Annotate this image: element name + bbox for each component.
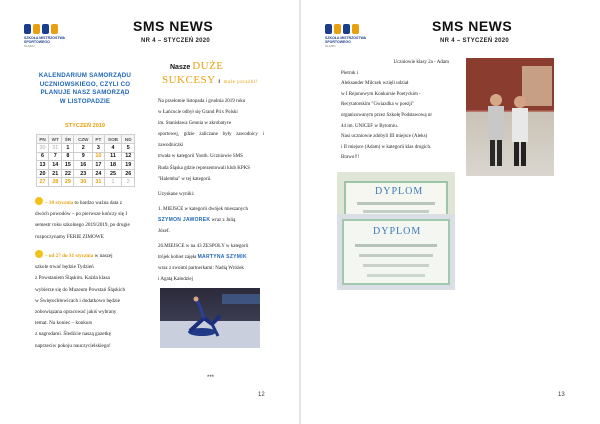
school-logo [325,24,373,54]
calendar-day: 6 [37,152,49,161]
article-separator: *** [207,375,215,381]
calendar-day: 15 [62,161,74,170]
right-page [301,0,600,424]
students-figure [466,58,554,176]
calendar-day: 26 [122,169,135,178]
school-logo [24,24,72,54]
logo-subtext: ŚLĄSKI [325,44,336,48]
calendar-day-header: CZW [74,135,93,144]
calendar-day: 20 [37,169,49,178]
calendar-week [37,144,135,153]
calendar-day: 3 [93,144,104,153]
calendar-week [37,178,135,187]
calendar-week [37,152,135,161]
calendar-table [36,134,135,187]
calendar-day: 21 [49,169,62,178]
newsletter-title: SMS NEWS [133,18,214,34]
calendar-day: 24 [93,169,104,178]
calendar-day: 25 [104,169,122,178]
issue-label: NR 4 – STYCZEŃ 2020 [141,38,211,44]
calendar-day: 18 [104,161,122,170]
calendar-day: 7 [49,152,62,161]
calendar-day: 17 [93,161,104,170]
newsletter-title: SMS NEWS [432,18,513,34]
calendar-day: 23 [74,169,93,178]
issue-label: NR 4 – STYCZEŃ 2020 [440,38,510,44]
logo-text: SZKOŁA MISTRZOSTWA SPORTOWEGO [325,36,366,44]
article-title-line-1: Nasze DUŻE [170,60,224,72]
calendar-day: 16 [74,161,93,170]
calendar-title: STYCZEŃ 2019 [64,123,106,129]
calendar-week [37,169,135,178]
calendar-day: 13 [37,161,49,170]
calendar-day-highlight: 10 [93,152,104,161]
calendar-item-2: – od 27 do 31 stycznia w naszej szkole trwać będzie Tydzień z Powstaniem Śląskim. Każda klasa wybierze się do Muzeum Powstań Śląskich w Świętochłowicach i dodatkowo będzie zobowiązana opracować jakiś wybrany temat. Na koniec – konkurs z nagrodami. Śledźcie naszą gazetkę naprzeciw pokoju nauczycielskiego! [35,250,143,352]
page-number: 12 [258,392,265,398]
article-body: Na przełomie listopada i grudnia 2019 roku w Łańcucie odbył się Grand Prix Polski im. Stanisława Gennia w akrobatyce sportowej, gdzie zaliczane były zawodnicy i zawodniczki trwała w kategorii Youth. Uczniowie SMS Ruda Śląska gdzie reprezentowali klub KPKS "Halemba" w tej kategorii. Uzyskane wyniki: 1. MIEJSCE w kategorii dwójek mieszanych SZYMON JAWOREK wraz z Julią Józef. 26.MIEJSCE w na 43 ZESPOŁY w kategorii trójek kobiet zajęła MARTYNA SZYMIK wraz z swoimi partnerkami: Nadią Wróżek i Agatą Kałodziej [158,99,264,283]
calendar-day-highlight: 31 [93,178,104,187]
calendar-day: 31 [49,144,62,153]
calendar-day: 1 [62,144,74,153]
calendar-day-highlight: 29 [62,178,74,187]
calendar-day-highlight: 28 [49,178,62,187]
calendar-day-header: WT [49,135,62,144]
calendar-day-header: SOB [104,135,122,144]
diploma-title: DYPLOM [373,226,422,237]
calendar-day: 8 [62,152,74,161]
calendar-day-highlight: 30 [74,178,93,187]
calendar-day: 14 [49,161,62,170]
calendar-day-header: PN [37,135,49,144]
calendar-day-header: ŚR [62,135,74,144]
acrobats-figure [160,288,260,348]
calendar-day: 2 [74,144,93,153]
diploma-photo-2 [337,214,455,290]
calendar-day: 2 [122,178,135,187]
calendar-day: 4 [104,144,122,153]
calendar-day-header: ND [122,135,135,144]
students-photo [466,58,554,176]
calendar-day-header: PT [93,135,104,144]
calendar-day: 22 [62,169,74,178]
calendar-day: 11 [104,152,122,161]
left-page [0,0,299,424]
calendar-day-highlight: 27 [37,178,49,187]
calendar-week [37,161,135,170]
calendar-day: 12 [122,152,135,161]
calendar-heading: KALENDARIUM SAMORZĄDU UCZNIOWSKIEGO, CZYLI CO PLANUJE NASZ SAMORZĄD W LISTOPADZIE [38,72,132,105]
page-number: 13 [558,392,565,398]
calendar-day: 30 [37,144,49,153]
smiley-icon [35,250,43,258]
calendar-day: 5 [122,144,135,153]
calendar-item-1: – 10 stycznia to bardzo ważna data z dwóch powodów – po pierwsze kończy się I semestr roku szkolnego 2019/2019, po drugie rozpoczynamy FERIE ZIMOWE [35,197,143,243]
poetry-contest-text: Uczniowie klasy 2a - Adam Pietruk i Aleksander Milczek wzięli udział w I Rejonowym Konkursie Poetyckim - Recytatorskim "Gwiazdka w poezji" organizowanym przez Szkołę Podstawową nr 44 im. UNICEF w Bytomiu. Nasi uczniowie zdobyli III miejsce (Aleks) i II miejsce (Adam) w kategorii klas drugich. Brawo!!! [341,60,449,161]
logo-subtext: ŚLĄSKI [24,44,35,48]
logo-text: SZKOŁA MISTRZOSTWA SPORTOWEGO [24,36,65,44]
diploma-title: DYPLOM [375,186,424,197]
calendar-day: 9 [74,152,93,161]
calendar-day: 1 [104,178,122,187]
calendar-day: 19 [122,161,135,170]
smiley-icon [35,197,43,205]
acrobatics-photo [160,288,260,348]
article-title-line-2: SUKCESY i małe porażki! [162,74,258,86]
